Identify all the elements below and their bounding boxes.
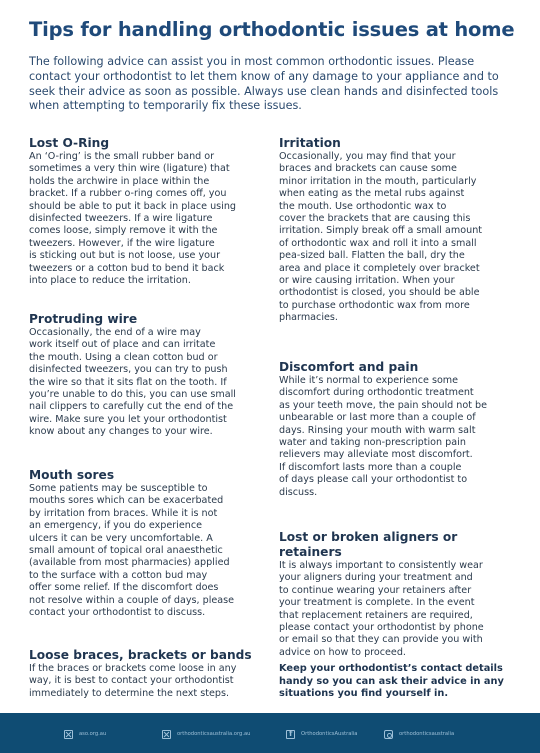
footer-link-aso[interactable] <box>64 728 106 740</box>
section-heading: Lost or broken aligners or retainers <box>279 530 458 559</box>
section-body: Occasionally, you may find that your braces and brackets can cause some minor irritation in the mouth, particularly when eating as the metal rubs against the mouth. Use orthodontic wax to cover the brackets that are causing this irritation. Simply break off a small amount of orthodontic wax and roll it into a small pea-sized ball. Flatten the ball, dry the area and place it completely over bracket or wire causing irritation. When your orthodontist is closed, you should be able to purchase orthodontic wax from more pharmacies. <box>279 151 483 324</box>
section-body: Some patients may be susceptible to mouths sores which can be exacerbated by irritation from braces. While it is not an emergency, if you do experience ulcers it can be very uncomfortable. A small amount of topical oral anaesthetic (available from most pharmacies) applied to the surface with a cotton bud may offer some relief. If the discomfort does not resolve within a couple of days, please contact your orthodontist to discuss. <box>29 483 235 619</box>
footer-link-text: orthodonticsaustralia.org.au <box>177 731 251 737</box>
footer-link-instagram[interactable] <box>384 728 454 740</box>
footer-link-website[interactable] <box>162 728 250 740</box>
section-heading: Protruding wire <box>29 312 138 326</box>
section-body: It is always important to consistently wear your aligners during your treatment and to continue wearing your retainers after your treatment is complete. In the event that replacement retainers are required, please contact your orthodontist by phone or email so that they can provide you with advice on how to proceed. <box>279 560 484 658</box>
section-body: While it’s normal to experience some discomfort during orthodontic treatment as your teeth move, the pain should not be unbearable or last more than a couple of days. Rinsing your mouth with warm salt water and taking non-prescription pain relievers may alleviate most discomfort. If discomfort lasts more than a couple of days please call your orthodontist to discuss. <box>279 375 488 498</box>
footer-link-text: OrthodonticsAustralia <box>301 731 358 737</box>
section-heading: Mouth sores <box>29 468 115 482</box>
section-discomfort-pain <box>279 360 512 499</box>
x-icon <box>162 730 171 739</box>
footer-link-text: aso.org.au <box>79 731 107 737</box>
section-body: Occasionally, the end of a wire may work itself out of place and can irritate the mouth. Using a clean cotton bud or disinfected tweezers, you can try to push the wire so that it sits flat on the tooth. If you’re unable to do this, you can use small nail clippers to carefully cut the end of the wire. Make sure you let your orthodontist know about any changes to your wire. <box>29 327 236 438</box>
section-lost-o-ring <box>29 136 262 287</box>
footer-bar <box>0 713 540 753</box>
footer-link-text: orthodonticsaustralia <box>399 731 455 737</box>
section-lost-aligners <box>279 530 512 659</box>
section-body: An ‘O-ring’ is the small rubber band or sometimes a very thin wire (ligature) that holds the archwire in place within the bracket. If a rubber o-ring comes off, you should be able to put it back in place using disinfected tweezers. If a wire ligature comes loose, simply remove it with the tweezers. However, if the wire ligature is sticking out but is not loose, use your tweezers or a cotton bud to bend it back into place to reduce the irritation. <box>29 151 237 287</box>
section-heading: Discomfort and pain <box>279 360 419 374</box>
section-protruding-wire <box>29 312 262 439</box>
instagram-icon <box>384 730 393 739</box>
page-title: Tips for handling orthodontic issues at home <box>29 18 515 41</box>
intro-paragraph: The following advice can assist you in most common orthodontic issues. Please contact your orthodontist to let them know of any damage to your appliance and to seek their advice as soon as possible. Always use clean hands and disinfected tools when attempting to temporarily fix these issues. <box>29 55 499 113</box>
closing-note: Keep your orthodontist’s contact details handy so you can ask their advice in any situations you find yourself in. <box>279 663 504 700</box>
section-heading: Loose braces, brackets or bands <box>29 648 252 662</box>
section-loose-braces <box>29 648 262 700</box>
footer-link-facebook[interactable] <box>286 728 357 740</box>
section-irritation <box>279 136 512 325</box>
facebook-icon <box>286 730 295 739</box>
section-mouth-sores <box>29 468 262 619</box>
section-body: If the braces or brackets come loose in any way, it is best to contact your orthodontist immediately to determine the next steps. <box>29 663 237 699</box>
x-icon <box>64 730 73 739</box>
section-heading: Irritation <box>279 136 341 150</box>
section-heading: Lost O-Ring <box>29 136 110 150</box>
